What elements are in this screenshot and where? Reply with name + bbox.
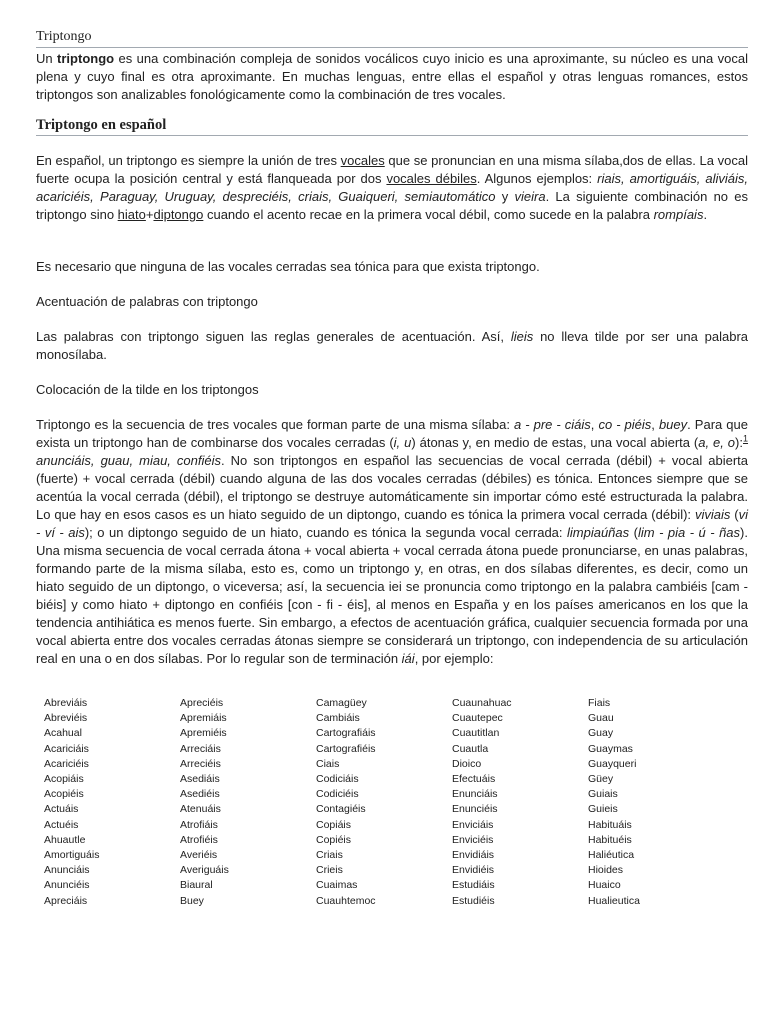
word-item: Arreciéis — [180, 757, 221, 770]
word-item: Cartografiáis — [316, 727, 376, 740]
word-item: Atrofiáis — [180, 818, 218, 831]
text: que se pronuncian en una misma sílaba,dos de ellas. La vocal fuerte ocupa la posición central y está flanqueada por dos — [36, 153, 748, 186]
word-item: Acopiéis — [44, 788, 84, 801]
word-item: Cuautitlan — [452, 727, 500, 740]
word-column — [588, 696, 724, 909]
word-item: Estudiéis — [452, 894, 495, 907]
word-item: Amortiguáis — [44, 849, 100, 862]
text: no lleva tilde por ser una palabra monosílaba. — [36, 329, 749, 362]
text: Triptongo es la secuencia de tres vocales que forman parte de una misma sílaba: — [36, 417, 514, 432]
word-item: Enunciéis — [452, 803, 498, 816]
word-item: Crieis — [316, 864, 343, 877]
section-heading: Triptongo en español — [36, 116, 748, 136]
word-item: Habituéis — [588, 833, 632, 846]
link-diptongo[interactable]: diptongo — [153, 207, 204, 222]
example: rompíais — [653, 207, 704, 222]
word-item: Apreciáis — [44, 894, 88, 907]
example: a, e, o — [698, 435, 736, 450]
word-item: Asediáis — [180, 773, 220, 786]
example: i, u — [393, 435, 412, 450]
word-item: Cuautepec — [452, 712, 503, 725]
word-item: Envidiáis — [452, 849, 495, 862]
word-column — [180, 696, 316, 909]
text: + — [145, 207, 154, 222]
intro-text: Un — [36, 51, 58, 66]
word-item: Criais — [316, 849, 343, 862]
text: ): — [735, 435, 743, 450]
text: Las palabras con triptongo siguen las reglas generales de acentuación. Así, — [36, 329, 511, 344]
link-vocales-debiles[interactable]: vocales débiles — [386, 171, 477, 186]
text: cuando el acento recae en la primera vocal débil, como sucede en la palabra — [203, 207, 654, 222]
word-item: Guay — [588, 727, 614, 740]
text: ); o un diptongo seguido de un hiato, cuando es tónica la segunda vocal cerrada: — [84, 525, 567, 540]
text: ). Una misma secuencia de vocal cerrada átona + vocal abierta + vocal cerrada átona puede pronunciarse, en unas palabras, formando parte de la misma sílaba, esto es, como un triptongo y, en otras, en dos sílabas diferentes, es decir, como un hiato seguido de un diptongo, o viceversa; así, la secuencia iei se pronuncia como triptongo en la palabra cambiéis [cam - biéis] y como hiato + diptongo en confiéis [con - fi - éis], al menos en España y en los países americanos en los que la tendencia antihiática es menos fuerte. Sin embargo, a efectos de acentuación gráfica, cualquier secuencia formada por una vocal abierta entre dos vocales cerradas átonas siempre se considerará un triptongo, con independencia de su articulación real en una o en dos sílabas. Por lo regular son de terminación — [36, 525, 748, 666]
word-item: Cuautla — [452, 742, 489, 755]
word-item: Buey — [180, 894, 204, 907]
word-item: Apremiáis — [180, 712, 227, 725]
word-item: Cartografiéis — [316, 742, 376, 755]
word-item: Dioico — [452, 757, 482, 770]
example: lieis — [510, 329, 534, 344]
text: , por ejemplo: — [414, 651, 494, 666]
word-item: Ciais — [316, 757, 340, 770]
word-item: Hualieutica — [588, 894, 640, 907]
subheading-colocacion: Colocación de la tilde en los triptongos — [36, 382, 259, 397]
word-item: Guau — [588, 712, 614, 725]
word-item: Copiáis — [316, 818, 352, 831]
example: vi - ví - ais — [36, 507, 748, 540]
word-item: Envidiéis — [452, 864, 495, 877]
example: vieira — [514, 189, 546, 204]
word-item: Contagiéis — [316, 803, 366, 816]
text: . La siguiente combinación no es triptongo sino — [36, 189, 748, 222]
link-vocales[interactable]: vocales — [340, 153, 385, 168]
text: . — [703, 207, 708, 222]
text: . Algunos ejemplos: — [476, 171, 598, 186]
word-item: Apreciéis — [180, 697, 224, 709]
paragraph-1 — [36, 152, 748, 224]
text: , — [651, 417, 659, 432]
paragraph-3 — [36, 328, 748, 364]
word-item: Fiais — [588, 697, 611, 709]
example: a - pre - ciáis — [513, 417, 591, 432]
word-item: Estudiáis — [452, 879, 495, 892]
word-item: Acahual — [44, 727, 82, 740]
text: y — [495, 189, 515, 204]
word-column — [44, 696, 180, 909]
word-item: Asediéis — [180, 788, 220, 801]
example: lim - pia - ú - ñas — [637, 525, 741, 540]
word-item: Anunciéis — [44, 879, 90, 892]
word-item: Abreviéis — [44, 712, 88, 725]
word-item: Hioides — [588, 864, 624, 877]
word-item: Acariciéis — [44, 757, 89, 770]
subheading-acentuacion: Acentuación de palabras con triptongo — [36, 294, 258, 309]
examples: riais, amortiguáis, aliviáis, acariciéis, Paraguay, Uruguay, despreciéis, criais, Guaiqueri, semiautomático — [36, 171, 748, 204]
example: anunciáis, guau, miau, confiéis — [36, 453, 222, 468]
word-item: Abreviáis — [44, 697, 88, 709]
word-item: Actuáis — [44, 803, 79, 816]
word-item: Codiciáis — [316, 773, 359, 786]
link-hiato[interactable]: hiato — [117, 207, 146, 222]
text: ( — [629, 525, 638, 540]
footnote-link[interactable]: 1 — [743, 433, 749, 444]
word-item: Güey — [588, 773, 614, 786]
word-item: Apremiéis — [180, 727, 227, 740]
word-item: Acopiáis — [44, 773, 84, 786]
word-item: Biaural — [180, 879, 213, 892]
text: . Para que exista un triptongo han de combinarse dos vocales cerradas ( — [36, 417, 748, 450]
text: ) átonas y, en medio de estas, una vocal abierta ( — [411, 435, 699, 450]
word-item: Atenuáis — [180, 803, 221, 816]
word-item: Averiéis — [180, 849, 218, 862]
intro-paragraph — [36, 50, 748, 104]
example: co - piéis — [598, 417, 652, 432]
word-item: Camagüey — [316, 697, 367, 709]
word-item: Guieis — [588, 803, 618, 816]
word-item: Ahuautle — [44, 833, 86, 846]
word-item: Guiais — [588, 788, 618, 801]
word-item: Habituáis — [588, 818, 632, 831]
page-title: Triptongo — [36, 28, 748, 48]
word-item: Acariciáis — [44, 742, 89, 755]
word-item: Enviciáis — [452, 818, 494, 831]
word-item: Actuéis — [44, 818, 79, 831]
word-item: Enviciéis — [452, 833, 494, 846]
example: viviais — [694, 507, 731, 522]
word-item: Cuaimas — [316, 879, 358, 892]
word-list — [44, 696, 724, 909]
word-item: Guayqueri — [588, 757, 637, 770]
word-item: Haliéutica — [588, 849, 635, 862]
word-item: Enunciáis — [452, 788, 498, 801]
text: , — [590, 417, 599, 432]
example: iái — [401, 651, 415, 666]
text: ( — [730, 507, 739, 522]
word-item: Copiéis — [316, 833, 352, 846]
paragraph-4 — [36, 416, 748, 668]
word-item: Guaymas — [588, 742, 633, 755]
word-item: Averiguáis — [180, 864, 229, 877]
word-item: Cuaunahuac — [452, 697, 512, 709]
intro-text: es una combinación compleja de sonidos vocálicos cuyo inicio es una aproximante, su núcleo es una vocal plena y cuyo final es otra aproximante. En muchas lenguas, entre ellas el español y otras lenguas romances, estos triptongos son analizables fonológicamente como la combinación de tres vocales. — [36, 51, 748, 102]
word-item: Efectuáis — [452, 773, 496, 786]
word-column — [452, 696, 588, 909]
word-item: Huaico — [588, 879, 621, 892]
text: . No son triptongos en español las secuencias de vocal cerrada (débil) + vocal abierta (fuerte) + vocal cerrada (débil) cuando alguna de las dos vocales cerradas (débiles) es tónica. Entonces siempre que se acentúa la vocal cerrada (débil), el triptongo se destruye automáticamente sin importar cómo esté estructurada la palabra. Lo que hay en esos casos es un hiato seguido de un diptongo, cuando es tónica la primera vocal cerrada (débil): — [36, 453, 748, 522]
intro-term: triptongo — [57, 51, 115, 66]
word-item: Atrofiéis — [180, 833, 218, 846]
text: En español, un triptongo es siempre la unión de tres — [36, 153, 341, 168]
word-item: Arreciáis — [180, 742, 221, 755]
example: buey — [658, 417, 688, 432]
word-item: Codiciéis — [316, 788, 359, 801]
word-item: Cuauhtemoc — [316, 894, 376, 907]
word-column — [316, 696, 452, 909]
example: limpiaúñas — [567, 525, 630, 540]
paragraph-2: Es necesario que ninguna de las vocales cerradas sea tónica para que exista triptongo. — [36, 259, 540, 274]
word-item: Cambiáis — [316, 712, 360, 725]
word-item: Anunciáis — [44, 864, 90, 877]
